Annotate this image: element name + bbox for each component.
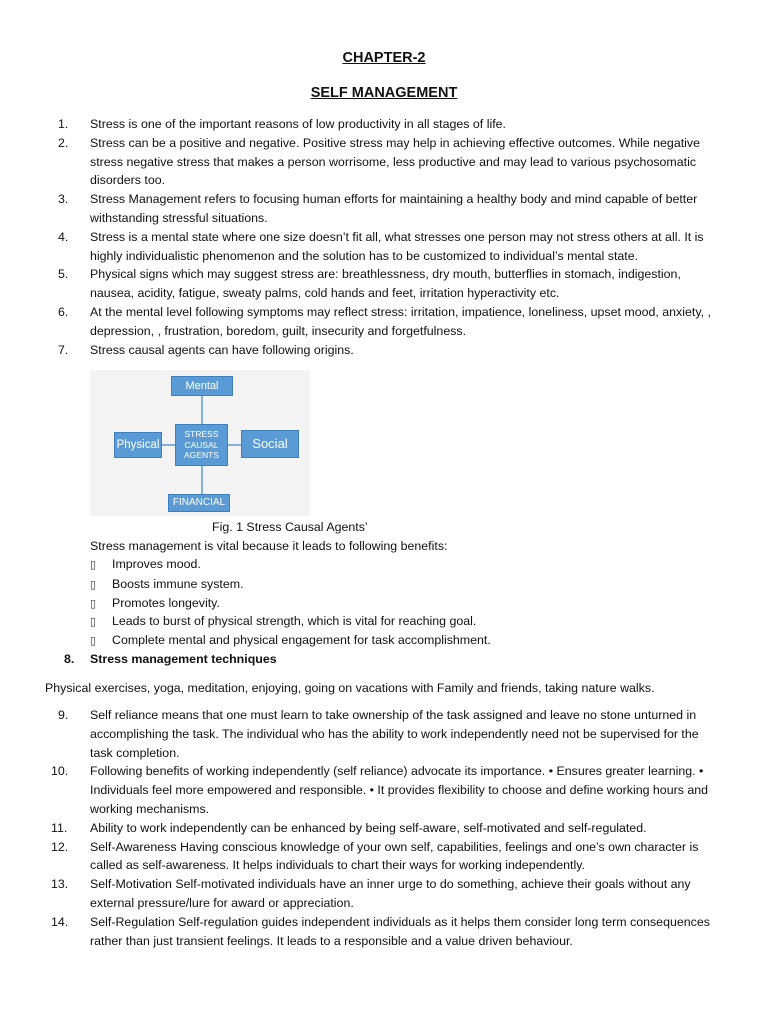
item-text: Stress causal agents can have following origins. [90, 342, 354, 357]
techniques-paragraph: Physical exercises, yoga, meditation, enjoying, going on vacations with Family and friends, taking nature walks. [45, 681, 655, 695]
bullet-icon: ▯ [90, 559, 97, 571]
item-number: 9. [58, 708, 69, 722]
list-item [0, 303, 768, 341]
item-text: Stress Management refers to focusing human efforts for maintaining a healthy body and mind capable of better withstanding stressful situations. [90, 192, 698, 225]
list-item [0, 265, 768, 303]
center-label-line: STRESS [184, 429, 219, 440]
benefit-item [90, 555, 201, 575]
item-text: Following benefits of working independently (self reliance) advocate its importance. • Ensures greater learning. • Individuals feel more empowered and responsible. • It provides flexibility to choose and define working hours and working mechanisms. [90, 764, 709, 816]
item-number: 10. [51, 764, 69, 779]
item-text: Stress can be a positive and negative. Positive stress may help in achieving effective outcomes. While negative stress negative stress that makes a person worrisome, less productive and may lead to various psychosomatic disorders too. [90, 135, 700, 188]
financial-node: FINANCIAL [168, 494, 230, 512]
item-text: At the mental level following symptoms may reflect stress: irritation, impatience, loneliness, upset mood, anxiety, , depression, , frustration, boredom, guilt, insecurity and forgetfulness. [90, 304, 711, 338]
item-number: 4. [58, 229, 69, 244]
list-item [0, 819, 768, 838]
item-number: 6. [58, 304, 69, 319]
item-text: Self reliance means that one must learn to take ownership of the task assigned and leave no stone unturned in accomplishing the task. The individual who has the ability to work independently need not be supervised for the task completion. [90, 708, 699, 760]
bullet-icon: ▯ [90, 598, 97, 610]
item-text: Self-Awareness Having conscious knowledge of your own self, capabilities, feelings and one’s own character is called as self-awareness. It helps individuals to chart their ways for working independently. [90, 839, 699, 873]
bullet-icon: ▯ [90, 635, 97, 647]
list-item [0, 228, 768, 266]
list-item [0, 913, 768, 951]
item-text: Stress is a mental state where one size doesn’t fit all, what stresses one person may not stress others at all. It is highly individualistic phenomenon and the solution has to be customized to individual’s mental state. [90, 229, 704, 263]
point-8-heading [64, 650, 277, 669]
center-label-line: CAUSAL [184, 439, 219, 450]
benefit-text: Complete mental and physical engagement for task accomplishment. [112, 633, 491, 647]
item-number: 14. [51, 914, 69, 929]
benefit-text: Improves mood. [112, 557, 201, 571]
item-number: 3. [58, 192, 69, 207]
item-text: Physical signs which may suggest stress are: breathlessness, dry mouth, butterflies in stomach, indigestion, nausea, acidity, fatigue, sweaty palms, cold hands and feet, irritation hyperactivity etc. [90, 267, 681, 301]
item-number: 2. [58, 135, 69, 150]
benefit-item [90, 594, 220, 614]
item-number: 11. [51, 820, 68, 835]
item-text: Self-Regulation Self-regulation guides independent individuals as it helps them consider long term consequences rather than just transient feelings. It leads to a responsible and a value driven behaviour. [90, 914, 710, 948]
item-text: Ability to work independently can be enhanced by being self-aware, self-motivated and self-regulated. [90, 820, 647, 835]
benefit-item [90, 631, 491, 651]
list-item [0, 875, 768, 913]
figure-caption: Fig. 1 Stress Causal Agents’ [212, 520, 368, 534]
benefit-text: Boosts immune system. [112, 577, 244, 591]
benefit-item [90, 575, 244, 595]
item-number: 5. [58, 267, 69, 282]
list-item [0, 706, 768, 762]
benefits-intro: Stress management is vital because it leads to following benefits: [90, 539, 448, 553]
list-item [0, 762, 768, 818]
item-text: Stress management techniques [90, 652, 277, 666]
stress-causal-agents-node [175, 424, 228, 466]
list-item [0, 134, 768, 190]
mental-node: Mental [171, 376, 233, 396]
benefit-text: Promotes longevity. [112, 596, 220, 610]
stress-causal-agents-diagram [90, 370, 310, 516]
physical-node: Physical [114, 432, 162, 458]
benefit-text: Leads to burst of physical strength, which is vital for reaching goal. [112, 614, 477, 628]
list-item [0, 838, 768, 876]
item-text: Self-Motivation Self-motivated individuals have an inner urge to do something, achieve their goals without any external pressure/lure for award or appreciation. [90, 877, 691, 910]
list-item [0, 115, 768, 134]
list-item [0, 190, 768, 228]
item-number: 7. [58, 342, 69, 357]
item-number: 13. [51, 877, 69, 892]
chapter-heading: CHAPTER-2 [342, 50, 426, 66]
item-number: 8. [64, 652, 75, 666]
item-number: 1. [58, 117, 69, 131]
section-title: SELF MANAGEMENT [310, 85, 458, 101]
list-item [0, 341, 768, 360]
benefit-item [90, 612, 476, 632]
stress-points-list [0, 115, 768, 359]
self-reliance-points-list [0, 706, 768, 950]
bullet-icon: ▯ [90, 579, 97, 591]
bullet-icon: ▯ [90, 616, 97, 628]
item-number: 12. [51, 839, 69, 854]
social-node: Social [241, 430, 299, 458]
item-text: Stress is one of the important reasons of low productivity in all stages of life. [90, 117, 506, 131]
center-label-line: AGENTS [184, 450, 219, 461]
